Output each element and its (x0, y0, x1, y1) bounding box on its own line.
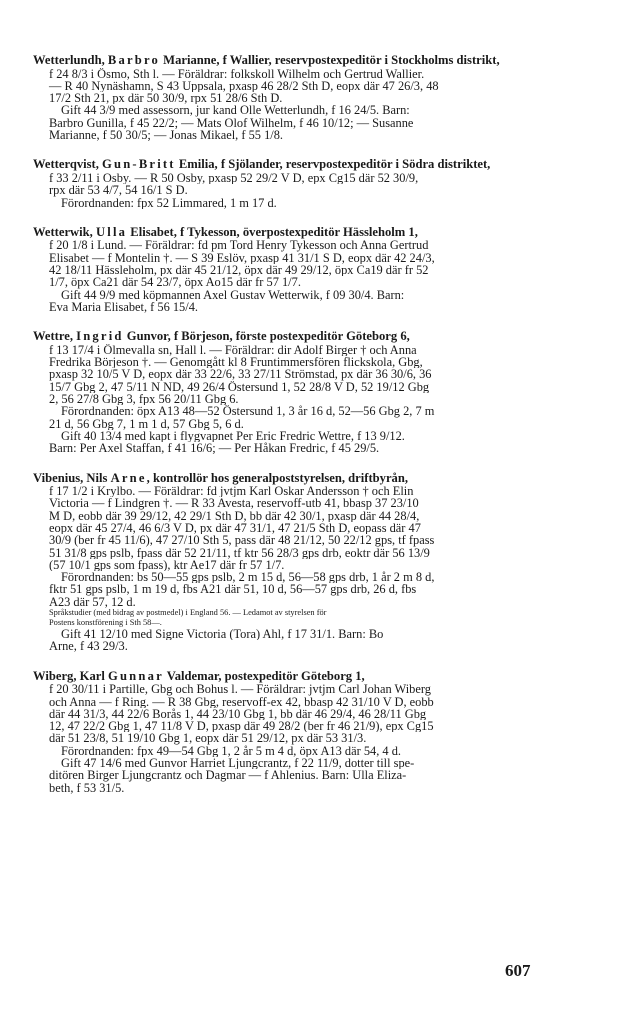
register-entry (33, 472, 545, 653)
entry-title-given-name: Gun-Britt (102, 157, 176, 172)
entry-body-line: pxasp 32 10/5 V D, eopx där 33 22/6, 33 27/11 Strömstad, px där 36 30/6, 36 (49, 368, 432, 381)
entry-body-line: 12, 47 22/2 Gbg 1, 47 11/8 V D, pxasp där 49 28/2 (ber fr 46 21/9), epx Cg15 (49, 720, 434, 733)
entry-body-line: Förordnanden: bs 50—55 gps pslb, 2 m 15 d, 56—58 gps drb, 1 år 2 m 8 d, (61, 571, 435, 584)
entry-body-line: Fredrika Börjeson †. — Genomgått kl 8 Fruntimmersfören flickskola, Gbg, (49, 356, 423, 369)
entry-body-line: Gift 40 13/4 med kapt i flygvapnet Per Eric Fredric Wettre, f 13 9/12. (61, 429, 405, 443)
entry-note-line: Språkstudier (med bidrag av postmedel) i England 56. — Ledamot av styrelsen för (49, 608, 327, 618)
entry-title-text: Elisabet, f Tykesson, överpostexpeditör Hässleholm 1, (127, 224, 418, 239)
entry-body-line: Gift 44 9/9 med köpmannen Axel Gustav Wetterwik, f 09 30/4. Barn: (61, 288, 405, 301)
entry-body-line: ditören Birger Ljungcrantz och Dagmar — f Ahlenius. Barn: Ulla Eliza- (49, 769, 407, 782)
entry-title-text: Wetterqvist, (33, 157, 103, 172)
register-page (33, 54, 545, 811)
entry-body-line: 15/7 Gbg 2, 47 5/11 N ND, 49 26/4 Östersund 1, 52 28/8 V D, 52 19/12 Gbg (49, 380, 430, 394)
entry-title-text: Emilia, f Sjölander, reservpostexpeditör i Södra distriktet, (175, 157, 491, 172)
entry-title (33, 54, 545, 68)
entry-body-line: 1/7, öpx Ca21 där 54 23/7, öpx Ao15 där fr 57 1/7. (49, 276, 301, 289)
entry-body-line: f 17 1/2 i Krylbo. — Föräldrar: fd jvtjm Karl Oskar Andersson † och Elin (49, 485, 414, 498)
entry-body-line: A23 där 57, 12 d. (49, 595, 136, 609)
entry-body-line: f 20 30/11 i Partille, Gbg och Bohus l. — Föräldrar: jvtjm Carl Johan Wiberg (49, 683, 431, 696)
entry-body-line: beth, f 53 31/5. (49, 781, 125, 794)
entry-body-line: Gift 41 12/10 med Signe Victoria (Tora) Ahl, f 17 31/1. Barn: Bo (61, 628, 384, 641)
entry-body-line: 17/2 Sth 21, px där 50 30/9, rpx 51 28/6 Sth D. (49, 92, 283, 105)
entry-body-line: f 33 2/11 i Osby. — R 50 Osby, pxasp 52 29/2 V D, epx Cg15 där 52 30/9, (49, 171, 419, 185)
entry-body-line: där 51 23/8, 51 19/10 Gbg 1, eopx där 51 29/12, px där 53 31/3. (49, 732, 367, 745)
entry-title-text: Marianne, f Wallier, reservpostexpeditör i Stockholms distrikt, (160, 53, 500, 67)
entry-title-given-name: Ulla (95, 224, 128, 239)
entry-title-given-name: Ingrid (76, 329, 124, 344)
entry-body-line: fktr 51 gps pslb, 1 m 19 d, fbs A21 där 51, 10 d, 56—57 gps drb, 26 d, fbs (49, 583, 417, 596)
entry-title (33, 472, 545, 486)
entry-title-text: Wetterwik, (33, 224, 96, 239)
entry-body-line: Barn: Per Axel Staffan, f 41 16/6; — Per Håkan Fredric, f 45 29/5. (49, 442, 380, 455)
entry-body-line: Förordnanden: fpx 52 Limmared, 1 m 17 d. (61, 196, 277, 209)
register-entry (33, 54, 545, 141)
entry-body-line: Gift 47 14/6 med Gunvor Harriet Ljungcrantz, f 22 11/9, dotter till spe- (61, 757, 415, 770)
entry-body-line: — R 40 Nynäshamn, S 43 Uppsala, pxasp 46 28/2 Sth D, eopx där 47 26/3, 48 (49, 79, 439, 93)
register-entry (33, 226, 545, 313)
entry-body-line: 30/9 (ber fr 45 11/6), 47 27/10 Sth 5, pass där 48 21/12, 50 22/12 gps, tf fpass (49, 534, 435, 547)
entry-body-line: Elisabet — f Montelin †. — S 39 Eslöv, pxasp 41 31/1 S D, eopx där 42 24/3, (49, 251, 435, 265)
entry-body-line: 51 31/8 gps pslb, fpass där 52 21/11, tf ktr 56 28/3 gps drb, eoktr där 56 13/9 (49, 546, 430, 559)
entry-title-text: Wiberg, Karl (33, 668, 108, 683)
entry-body-line: (57 10/1 gps som fpass), ktr Ae17 där fr 57 1/7. (49, 558, 285, 572)
entry-body-line: f 24 8/3 i Ösmo, Sth l. — Föräldrar: folkskoll Wilhelm och Gertrud Wallier. (49, 67, 425, 80)
entry-body-line: 42 18/11 Hässleholm, px där 45 21/12, öpx där 49 29/12, öpx Ca19 där fr 52 (49, 264, 429, 277)
entry-body-line: Barbro Gunilla, f 45 22/2; — Mats Olof Wilhelm, f 46 10/12; — Susanne (49, 116, 414, 130)
entry-body-line: 2, 56 27/8 Gbg 3, fpx 56 20/11 Gbg 6. (49, 393, 239, 406)
register-entry (33, 330, 545, 454)
entry-note-line: Postens konstförening i Sth 58—. (49, 618, 162, 628)
entry-title (33, 158, 545, 172)
entry-body-line: där 44 31/3, 44 22/6 Borås 1, 44 23/10 Gbg 1, bb där 46 29/4, 46 28/11 Gbg (49, 707, 427, 721)
entry-title-text: , kontrollör hos generalpoststyrelsen, driftbyrån, (146, 470, 408, 485)
entry-title-text: Wettre, (33, 329, 77, 344)
entry-body-line: Arne, f 43 29/3. (49, 640, 128, 653)
entry-title (33, 226, 545, 240)
entry-body-line: Marianne, f 50 30/5; — Jonas Mikael, f 55 1/8. (49, 129, 284, 142)
entry-title-text: Gunvor, f Börjeson, förste postexpeditör Göteborg 6, (123, 329, 410, 344)
entry-title-text: Valdemar, postexpeditör Göteborg 1, (163, 668, 365, 683)
entry-body-line: 21 d, 56 Gbg 7, 1 m 1 d, 57 Gbg 5, 6 d. (49, 417, 244, 430)
entry-body-line: Förordnanden: öpx A13 48—52 Östersund 1, 3 år 16 d, 52—56 Gbg 2, 7 m (61, 405, 435, 418)
entry-body-line: Eva Maria Elisabet, f 56 15/4. (49, 300, 198, 314)
register-entry (33, 158, 545, 208)
page-number: 607 (505, 961, 531, 980)
entry-title-text: Wetterlundh, (33, 53, 108, 67)
entry-title-given-name: Arne (110, 470, 147, 485)
entry-body-line: rpx där 53 4/7, 54 16/1 S D. (49, 184, 188, 197)
entry-body-line: Victoria — f Lindgren †. — R 33 Avesta, reservoff-utb 41, bbasp 37 23/10 (49, 497, 419, 510)
entry-title (33, 670, 545, 684)
entry-body-line: eopx där 45 27/4, 46 6/3 V D, px där 47 31/1, 47 21/5 Sth D, eopass där 47 (49, 521, 421, 535)
entry-title-given-name: Gunnar (107, 668, 164, 683)
register-entry (33, 670, 545, 794)
entry-title-given-name: Barbro (107, 53, 161, 67)
entry-title-text: Vibenius, Nils (33, 470, 111, 485)
entry-body-line: Förordnanden: fpx 49—54 Gbg 1, 2 år 5 m 4 d, öpx A13 där 54, 4 d. (61, 744, 402, 758)
entry-title (33, 330, 545, 344)
entry-body-line: och Anna — f Ring. — R 38 Gbg, reservoff-ex 42, bbasp 42 31/10 V D, eobb (49, 695, 434, 708)
entry-body-line: Gift 44 3/9 med assessorn, jur kand Olle Wetterlundh, f 16 24/5. Barn: (61, 104, 410, 117)
entry-body-line: f 13 17/4 i Ölmevalla sn, Hall l. — Föräldrar: dir Adolf Birger † och Anna (49, 343, 417, 357)
entry-body-line: f 20 1/8 i Lund. — Föräldrar: fd pm Tord Henry Tykesson och Anna Gertrud (49, 239, 429, 252)
entry-body-line: M D, eobb där 39 29/12, 42 29/1 Sth D, bb där 42 30/1, pxasp där 44 28/4, (49, 509, 420, 522)
